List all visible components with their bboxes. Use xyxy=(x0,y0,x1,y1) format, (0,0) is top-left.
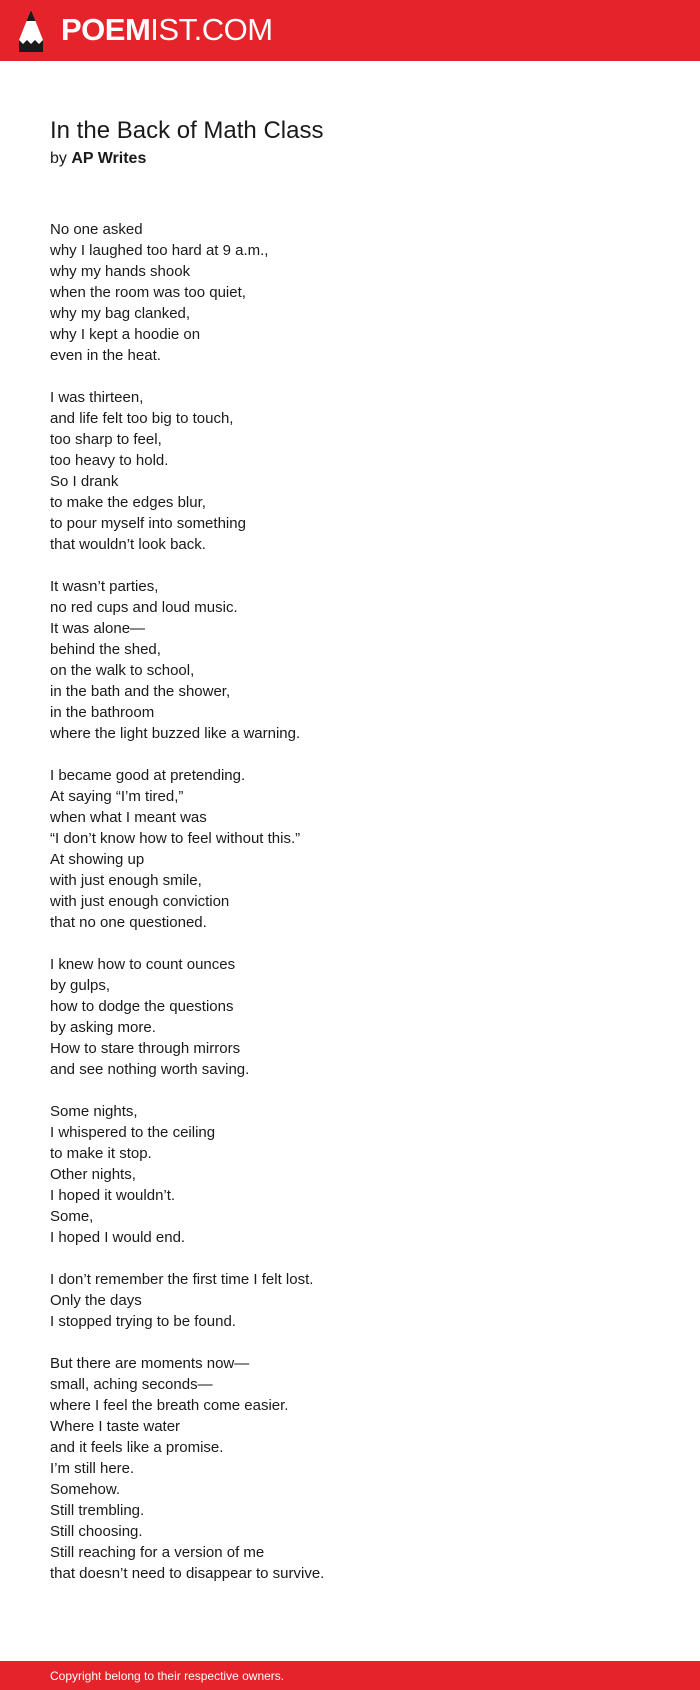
poem-line: and see nothing worth saving. xyxy=(50,1061,250,1078)
poem-line: Still choosing. xyxy=(50,1523,143,1540)
poem-line: when the room was too quiet, xyxy=(50,284,246,301)
pencil-icon[interactable] xyxy=(18,10,44,52)
poem-line: How to stare through mirrors xyxy=(50,1040,241,1057)
poem-line: and it feels like a promise. xyxy=(50,1439,224,1456)
poem-line: that no one questioned. xyxy=(50,914,207,931)
poem-line: with just enough conviction xyxy=(50,893,230,910)
poem-line: how to dodge the questions xyxy=(50,998,234,1015)
poem-line: I became good at pretending. xyxy=(50,767,246,784)
poem-line: why I kept a hoodie on xyxy=(50,326,201,343)
poem-body xyxy=(50,219,650,1605)
poem-line: “I don’t know how to feel without this.” xyxy=(50,830,301,847)
poem-line: behind the shed, xyxy=(50,641,161,658)
poem-line: in the bath and the shower, xyxy=(50,683,231,700)
poem-line: I’m still here. xyxy=(50,1460,135,1477)
poem-stanza xyxy=(50,1269,650,1332)
poem-line: At showing up xyxy=(50,851,145,868)
poem-line: too sharp to feel, xyxy=(50,431,162,448)
poem-line: where the light buzzed like a warning. xyxy=(50,725,301,742)
poem-line: to make the edges blur, xyxy=(50,494,206,511)
poem-line: why I laughed too hard at 9 a.m., xyxy=(50,242,269,259)
poem-line: It wasn’t parties, xyxy=(50,578,159,595)
poem-line: why my bag clanked, xyxy=(50,305,191,322)
poem-stanza xyxy=(50,1101,650,1248)
poem-line: by gulps, xyxy=(50,977,111,994)
poem-line: when what I meant was xyxy=(50,809,207,826)
poem-line: to make it stop. xyxy=(50,1145,152,1162)
poem-line: too heavy to hold. xyxy=(50,452,169,469)
poem-line: why my hands shook xyxy=(50,263,191,280)
poem-stanza xyxy=(50,1353,650,1584)
poem-line: Where I taste water xyxy=(50,1418,181,1435)
poem-stanza xyxy=(50,219,650,366)
site-logo[interactable] xyxy=(61,12,273,48)
poem-line: Other nights, xyxy=(50,1166,136,1183)
poem-line: to pour myself into something xyxy=(50,515,246,532)
poem-line: that doesn’t need to disappear to survive. xyxy=(50,1565,325,1582)
logo-brand-bold: POEM xyxy=(61,12,151,47)
poem-line: I hoped it wouldn’t. xyxy=(50,1187,176,1204)
poem-line: even in the heat. xyxy=(50,347,161,364)
poem-stanza xyxy=(50,765,650,933)
poem-line: It was alone— xyxy=(50,620,146,637)
poem-stanza xyxy=(50,576,650,744)
poem-line: in the bathroom xyxy=(50,704,155,721)
poem-line: Somehow. xyxy=(50,1481,121,1498)
author-name: AP Writes xyxy=(71,150,147,167)
poem-line: Some nights, xyxy=(50,1103,138,1120)
poem-line: on the walk to school, xyxy=(50,662,195,679)
logo-brand-light: IST.COM xyxy=(150,12,273,47)
poem-line: by asking more. xyxy=(50,1019,156,1036)
poem-line: where I feel the breath come easier. xyxy=(50,1397,289,1414)
poem-line: Some, xyxy=(50,1208,94,1225)
by-label: by xyxy=(50,150,72,167)
poem-line: I stopped trying to be found. xyxy=(50,1313,236,1330)
poem-line: no red cups and loud music. xyxy=(50,599,238,616)
poem-line: small, aching seconds— xyxy=(50,1376,213,1393)
copyright-notice: Copyright belong to their respective owners. xyxy=(50,1669,285,1683)
poem-line: I knew how to count ounces xyxy=(50,956,236,973)
poem-line: Still reaching for a version of me xyxy=(50,1544,265,1561)
poem-title: In the Back of Math Class xyxy=(50,117,324,144)
site-header xyxy=(0,0,700,61)
poem-line: Still trembling. xyxy=(50,1502,145,1519)
site-footer xyxy=(0,1661,700,1690)
poem-line: I hoped I would end. xyxy=(50,1229,186,1246)
poem-line: No one asked xyxy=(50,221,143,238)
poem-line: So I drank xyxy=(50,473,119,490)
poem-line: Only the days xyxy=(50,1292,142,1309)
poem-byline xyxy=(50,148,146,170)
poem-line: with just enough smile, xyxy=(50,872,202,889)
poem-line: that wouldn’t look back. xyxy=(50,536,206,553)
poem-line: I was thirteen, xyxy=(50,389,144,406)
poem-line: I don’t remember the first time I felt lost. xyxy=(50,1271,314,1288)
poem-line: I whispered to the ceiling xyxy=(50,1124,216,1141)
poem-stanza xyxy=(50,387,650,555)
poem-line: But there are moments now— xyxy=(50,1355,250,1372)
poem-stanza xyxy=(50,954,650,1080)
poem-line: At saying “I’m tired,” xyxy=(50,788,184,805)
poem-line: and life felt too big to touch, xyxy=(50,410,234,427)
